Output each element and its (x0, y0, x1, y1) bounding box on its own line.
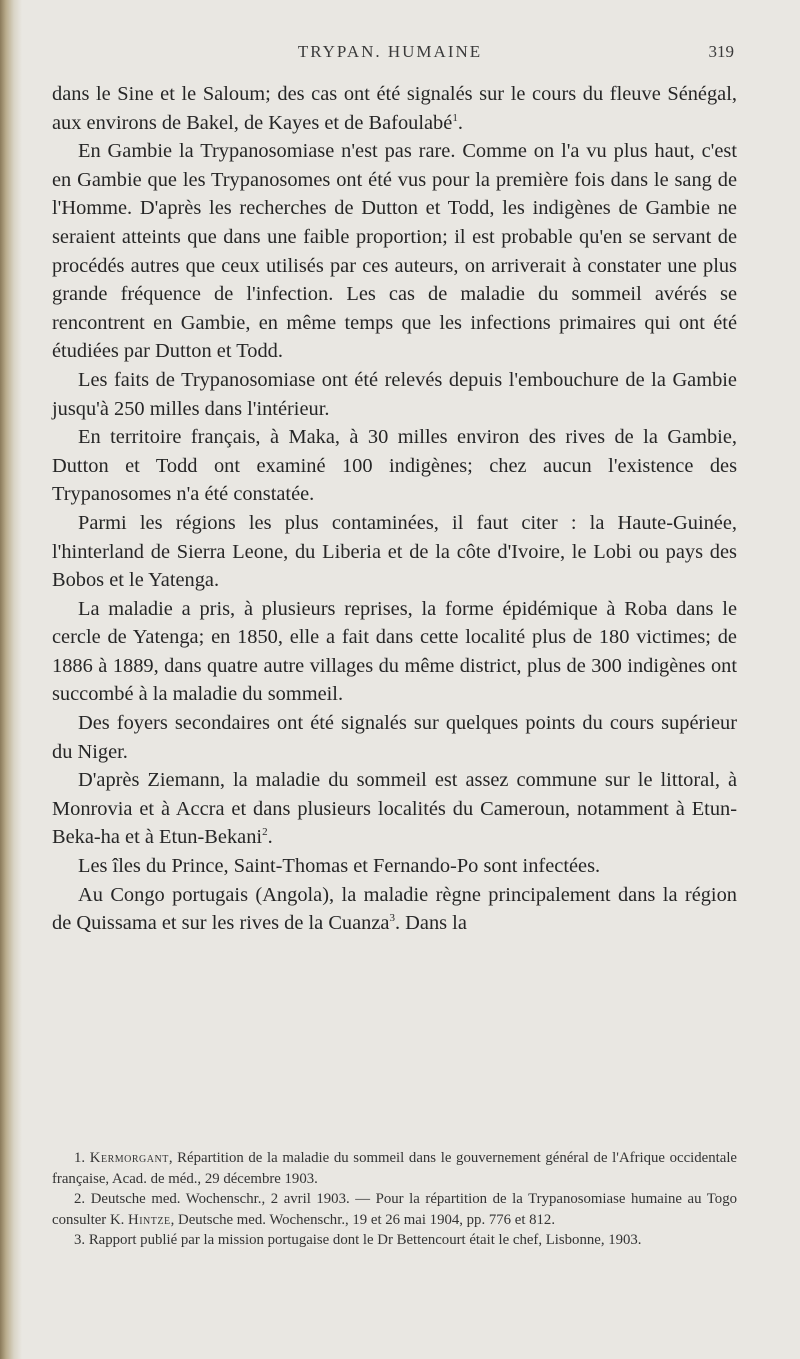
page-number: 319 (708, 42, 734, 61)
main-text (52, 80, 737, 938)
footnote-ref: 3 (389, 912, 395, 925)
paragraph: Parmi les régions les plus contaminées, il faut citer : la Haute-Guinée, l'hinterland de Sierra Leone, du Liberia et de la côte d'Ivoire, le Lobi ou pays des Bobos et le Yatenga. (52, 511, 737, 592)
paragraph: En Gambie la Trypanosomiase n'est pas rare. Comme on l'a vu plus haut, c'est en Gambie que les Trypanosomes ont été vus pour la première fois dans le sang de l'Homme. D'après les recherches de Dutton et Todd, les indigènes de Gambie ne seraient atteints que dans une faible proportion; il est probable qu'en se servant de procédés autres que ceux utilisés par ces auteurs, on arriverait à constater une plus grande fréquence de l'infection. Les cas de maladie du sommeil avérés se rencontrent en Gambie, en même temps que les infections primaires qui ont été étudiées par Dutton et Todd. (52, 140, 737, 363)
paragraph: La maladie a pris, à plusieurs reprises, la forme épidémique à Roba dans le cercle de Yatenga; en 1850, elle a fait dans cette localité plus de 180 victimes; de 1886 à 1889, dans quatre autre villages du même district, plus de 300 indigènes ont succombé à la maladie du sommeil. (52, 597, 737, 706)
footnote-ref: 2 (262, 826, 268, 839)
footnote: 2. Deutsche med. Wochenschr., 2 avril 1903. — Pour la répartition de la Trypanosomiase humaine au Togo consulter K. Hintze, Deutsche med. Wochenschr., 19 et 26 mai 1904, pp. 776 et 812. (52, 1191, 737, 1228)
paragraph: dans le Sine et le Saloum; des cas ont été signalés sur le cours du fleuve Sénégal, aux environs de Bakel, de Kayes et de Bafoulabé$^1$. (52, 83, 737, 134)
footnote-author: Hintze (128, 1211, 171, 1228)
paragraph: Les faits de Trypanosomiase ont été relevés depuis l'embouchure de la Gambie jusqu'à 250 milles dans l'intérieur. (52, 368, 737, 420)
page-binding-edge (0, 0, 22, 1359)
paragraph: Des foyers secondaires ont été signalés sur quelques points du cours supérieur du Niger. (52, 712, 737, 763)
footnote: 1. Kermorgant, Répartition de la maladie du sommeil dans le gouvernement général de l'Afrique occidentale française, Acad. de méd., 29 décembre 1903. (52, 1150, 737, 1187)
footnote-ref: 1 (452, 111, 458, 124)
footnote: 3. Rapport publié par la mission portugaise dont le Dr Bettencourt était le chef, Lisbonne, 1903. (74, 1232, 642, 1248)
paragraph: D'après Ziemann, la maladie du sommeil est assez commune sur le littoral, à Monrovia et à Accra et dans plusieurs localités du Cameroun, notamment à Etun-Beka-ha et à Etun-Bekani$^2$. (52, 769, 737, 849)
paragraph: Au Congo portugais (Angola), la maladie règne principalement dans la région de Quissama et sur les rives de la Cuanza$^3$. Dans la (52, 883, 737, 935)
running-title: TRYPAN. HUMAINE (297, 42, 483, 61)
running-header (0, 42, 800, 72)
paragraph: En territoire français, à Maka, à 30 milles environ des rives de la Gambie, Dutton et Todd ont examiné 100 indigènes; chez aucun l'existence des Trypanosomes n'a été constatée. (52, 426, 737, 506)
footnote-author: Kermorgant (89, 1150, 169, 1166)
paragraph: Les îles du Prince, Saint-Thomas et Fernando-Po sont infectées. (78, 855, 601, 878)
footnotes (52, 1148, 737, 1251)
